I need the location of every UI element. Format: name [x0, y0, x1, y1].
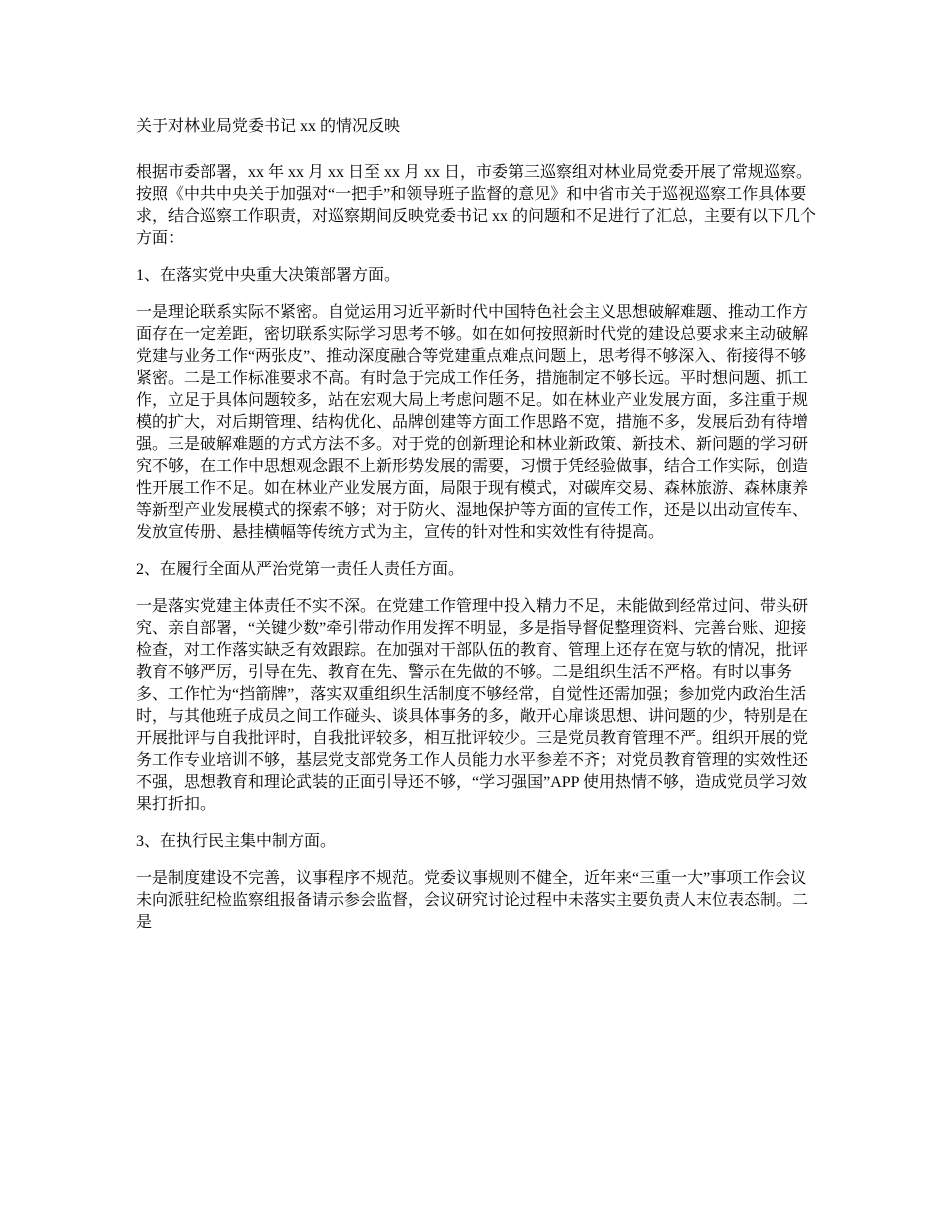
document-title: 关于对林业局党委书记 xx 的情况反映: [136, 118, 401, 135]
intro-paragraph: 根据市委部署，xx 年 xx 月 xx 日至 xx 月 xx 日，市委第三巡察组对林业局党委开展了常规巡察。按照《中共中央关于加强对“一把手”和领导班子监督的意见》和中省市关于巡视巡察工作具体要求，结合巡察工作职责，对巡察期间反映党委书记 xx 的问题和不足进行了汇总，主要有以下几个方面：: [136, 164, 817, 247]
section-1-paragraph: 一是理论联系实际不紧密。自觉运用习近平新时代中国特色社会主义思想破解难题、推动工作方面存在一定差距，密切联系实际学习思考不够。如在如何按照新时代党的建设总要求来主动破解党建与业务工作“两张皮”、推动深度融合等党建重点难点问题上，思考得不够深入、衔接得不够紧密。二是工作标准要求不高。有时急于完成工作任务，措施制定不够长远。平时想问题、抓工作，立足于具体问题较多，站在宏观大局上考虑问题不足。如在林业产业发展方面，多注重于规模的扩大，对后期管理、结构优化、品牌创建等方面工作思路不宽，措施不多，发展后劲有待增强。三是破解难题的方式方法不多。对于党的创新理论和林业新政策、新技术、新问题的学习研究不够，在工作中思想观念跟不上新形势发展的需要，习惯于凭经验做事，结合工作实际，创造性开展工作不足。如在林业产业发展方面，局限于现有模式，对碳库交易、森林旅游、森林康养等新型产业发展模式的探索不够；对于防火、湿地保护等方面的宣传工作，还是以出动宣传车、发放宣传册、悬挂横幅等传统方式为主，宣传的针对性和实效性有待提高。: [136, 304, 809, 541]
section-3-paragraph: 一是制度建设不完善，议事程序不规范。党委议事规则不健全，近年来“三重一大”事项工作会议未向派驻纪检监察组报备请示参会监督，会议研究讨论过程中未落实主要负责人末位表态制。二是: [136, 870, 809, 931]
section-2-heading: 2、在履行全面从严治党第一责任人责任方面。: [136, 561, 465, 578]
section-3-heading: 3、在执行民主集中制方面。: [136, 833, 337, 850]
section-1-heading: 1、在落实党中央重大决策部署方面。: [136, 267, 401, 284]
section-2-paragraph: 一是落实党建主体责任不实不深。在党建工作管理中投入精力不足，未能做到经常过问、带头研究、亲自部署，“关键少数”牵引带动作用发挥不明显，多是指导督促整理资料、完善台账、迎接检查，对工作落实缺乏有效跟踪。在加强对干部队伍的教育、管理上还存在宽与软的情况，批评教育不够严厉，引导在先、教育在先、警示在先做的不够。二是组织生活不严格。有时以事务多、工作忙为“挡箭牌”，落实双重组织生活制度不够经常，自觉性还需加强；参加党内政治生活时，与其他班子成员之间工作碰头、谈具体事务的多，敞开心扉谈思想、讲问题的少，特别是在开展批评与自我批评时，自我批评较多，相互批评较少。三是党员教育管理不严。组织开展的党务工作专业培训不够，基层党支部党务工作人员能力水平参差不齐；对党员教育管理的实效性还不强，思想教育和理论武装的正面引导还不够，“学习强国”APP 使用热情不够，造成党员学习效果打折扣。: [136, 598, 809, 813]
